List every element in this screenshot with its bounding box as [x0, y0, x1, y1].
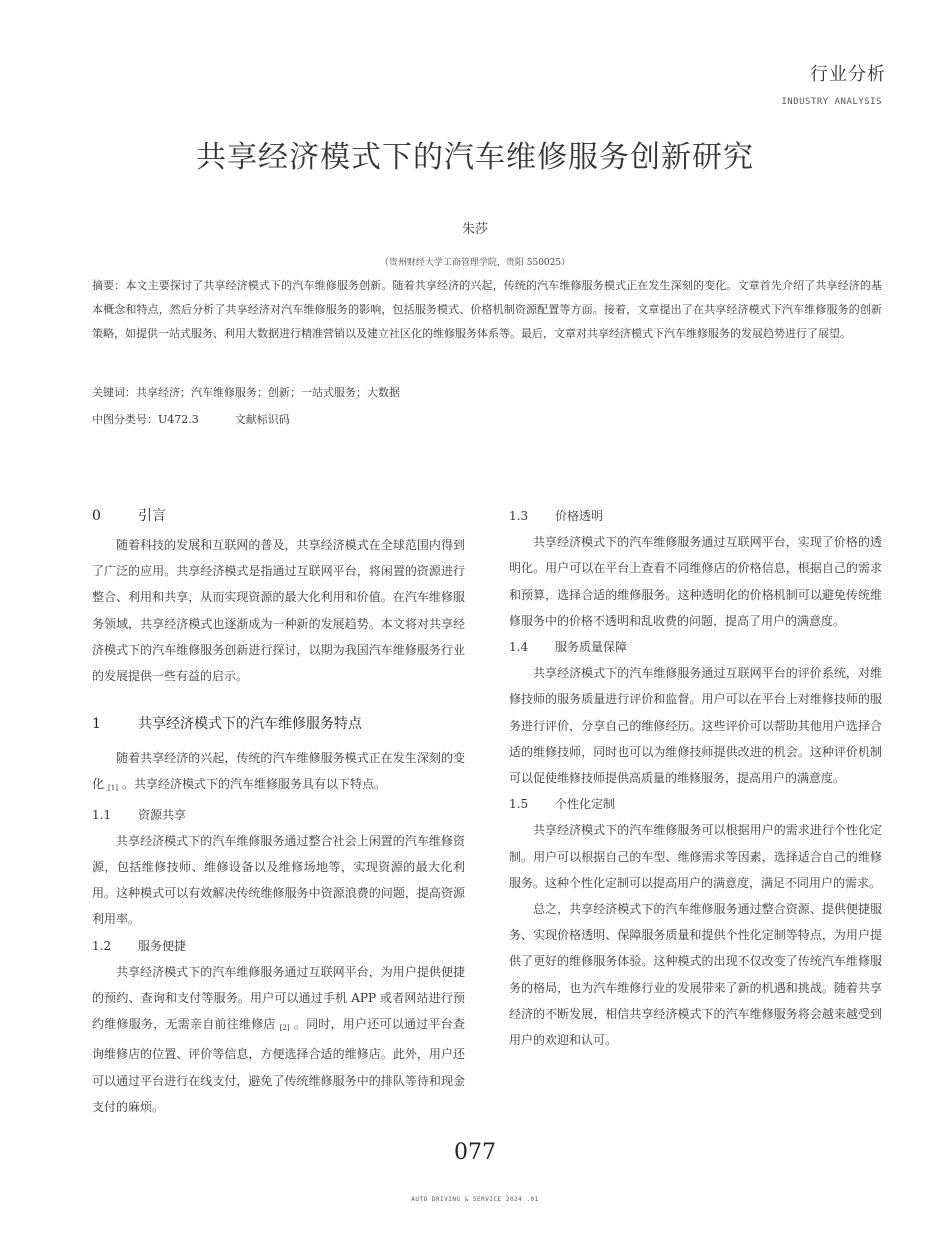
paragraph-section-1-2: 共享经济模式下的汽车维修服务通过互联网平台，为用户提供便捷的预约、查询和支付等服务。用户可以通过手机 APP 或者网站进行预约维修服务，无需亲自前往维修店 $_{[2]}$ 。同时，用户还可以通过平台查询维修店的位置、评价等信息，方便选择合适的维修店。此外，用户还可以通过平台进行在线支付，避免了传统维修服务中的排队等待和现金支付的麻烦。: [92, 964, 465, 1114]
paragraph-summary: 总之，共享经济模式下的汽车维修服务通过整合资源、提供便捷服务、实现价格透明、保障服务质量和提供个性化定制等特点，为用户提供了更好的维修服务体验。这种模式的出现不仅改变了传统汽车维修服务的格局，也为汽车维修行业的发展带来了新的机遇和挑战。随着共享经济的不断发展，相信共享经济模式下的汽车维修服务将会越来越受到用户的欢迎和认可。: [509, 902, 882, 1048]
section-heading-0: 0 引言: [92, 508, 166, 524]
paragraph-section-1: 随着共享经济的兴起，传统的汽车维修服务模式正在发生深刻的变化 $_{[1]}$ 。共享经济模式下的汽车维修服务具有以下特点。: [92, 751, 465, 793]
section-label-english: INDUSTRY ANALYSIS: [781, 97, 882, 107]
page-number: 077: [454, 1140, 496, 1165]
paragraph-section-1-3: 共享经济模式下的汽车维修服务通过互联网平台，实现了价格的透明化。用户可以在平台上查看不同维修店的价格信息，根据自己的需求和预算，选择合适的维修服务。这种透明化的价格机制可以避免传统维修服务中的价格不透明和乱收费的问题，提高了用户的满意度。: [509, 535, 882, 628]
paragraph-section-1-4: 共享经济模式下的汽车维修服务通过互联网平台的评价系统，对维修技师的服务质量进行评价和监督。用户可以在平台上对维修技师的服务进行评价，分享自己的维修经历。这些评价可以帮助其他用户选择合适的维修技师，同时也可以为维修技师提供改进的机会。这种评价机制可以促使维修技师提供高质量的维修服务，提高用户的满意度。: [509, 666, 882, 786]
paragraph-intro: 随着科技的发展和互联网的普及，共享经济模式在全球范围内得到了广泛的应用。共享经济模式是指通过互联网平台，将闲置的资源进行整合、利用和共享，从而实现资源的最大化利用和价值。在汽车维修服务领域，共享经济模式也逐渐成为一种新的发展趋势。本文将对共享经济模式下的汽车维修服务创新进行探讨，以期为我国汽车维修服务行业的发展提供一些有益的启示。: [92, 538, 465, 684]
section-heading-1-3: 1.3 价格透明: [509, 509, 604, 523]
section-heading-1-5: 1.5 个性化定制: [509, 797, 616, 812]
citation-2: [2]: [279, 1024, 290, 1033]
paragraph-section-1-1: 共享经济模式下的汽车维修服务通过整合社会上闲置的汽车维修资源，包括维修技师、维修设备以及维修场地等，实现资源的最大化利用。这种模式可以有效解决传统维修服务中资源浪费的问题，提高资源利用率。: [92, 833, 465, 927]
journal-footer: AUTO DRIVING & SERVICE 2024 .01: [411, 1196, 539, 1203]
clc-number: 中图分类号：U472.3: [92, 413, 199, 426]
article-title: 共享经济模式下的汽车维修服务创新研究: [196, 140, 754, 175]
classification-line: [92, 411, 290, 427]
section-heading-1: 1 共享经济模式下的汽车维修服务特点: [92, 716, 362, 733]
section-label: 行业分析: [810, 64, 886, 85]
paragraph-section-1-5: 共享经济模式下的汽车维修服务可以根据用户的需求进行个性化定制。用户可以根据自己的车型、维修需求等因素，选择适合自己的维修服务。这种个性化定制可以提高用户的满意度，满足不同用户的需求。: [509, 823, 882, 890]
abstract: 摘要：本文主要探讨了共享经济模式下的汽车维修服务创新。随着共享经济的兴起，传统的汽车维修服务模式正在发生深刻的变化。文章首先介绍了共享经济的基本概念和特点，然后分析了共享经济对汽车维修服务的影响，包括服务模式、价格机制资源配置等方面。接着，文章提出了在共享经济模式下汽车维修服务的创新策略，如提供一站式服务、利用大数据进行精准营销以及建立社区化的维修服务体系等。最后，文章对共享经济模式下汽车维修服务的发展趋势进行了展望。: [92, 279, 882, 340]
author-affiliation: （贵州财经大学工商管理学院，贵阳 550025）: [379, 258, 571, 268]
left-column: [92, 503, 465, 1120]
section-heading-1-2: 1.2 服务便捷: [92, 938, 187, 953]
document-code: 文献标识码: [234, 413, 290, 426]
keywords: 关键词：共享经济；汽车维修服务；创新；一站式服务；大数据: [92, 386, 400, 399]
citation-1: [1]: [108, 784, 118, 793]
right-column: [509, 503, 882, 1053]
section-heading-1-1: 1.1 资源共享: [92, 807, 187, 822]
author-name: 朱莎: [461, 222, 488, 237]
section-heading-1-4: 1.4 服务质量保障: [509, 640, 628, 655]
